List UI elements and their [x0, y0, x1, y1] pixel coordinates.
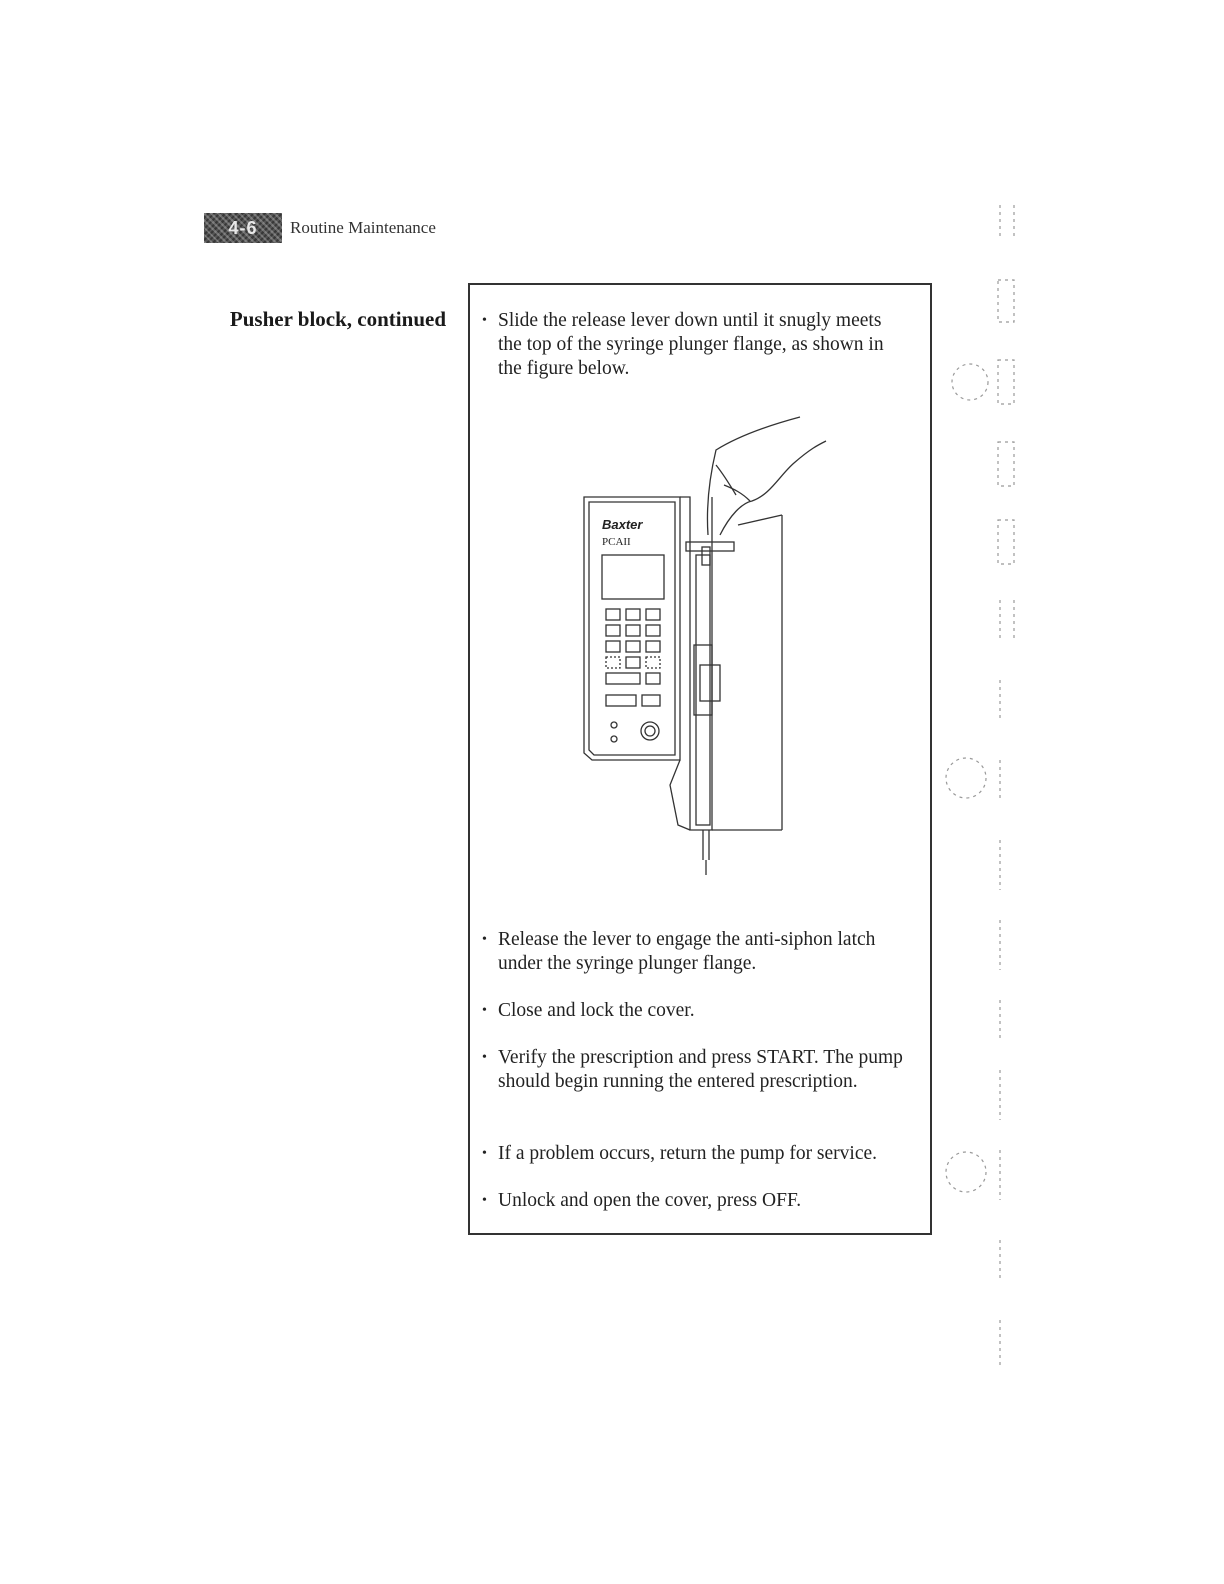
step-text: Slide the release lever down until it snugly meets the top of the syringe plunger flange, as shown in the figure below.: [498, 310, 884, 379]
bullet-icon: •: [482, 1050, 487, 1065]
instruction-box: [468, 283, 932, 1235]
bullet-icon: •: [482, 1003, 487, 1018]
step-text: If a problem occurs, return the pump for service.: [498, 1143, 878, 1164]
pump-model-label: PCAII: [602, 536, 631, 548]
bullet-icon: •: [482, 932, 487, 947]
step-text: Unlock and open the cover, press OFF.: [498, 1190, 802, 1211]
page-number-tab: 4-6: [204, 213, 282, 243]
page-header: [204, 212, 436, 244]
step-item: [480, 1046, 910, 1094]
section-title: Pusher block, continued: [229, 307, 446, 331]
bullet-icon: •: [482, 1146, 487, 1161]
pump-syringe-figure: [480, 405, 920, 885]
step-item: [480, 309, 910, 381]
running-head: Routine Maintenance: [290, 218, 436, 237]
step-item: [480, 1142, 910, 1166]
binder-edge-artifacts: [930, 190, 1030, 1390]
step-text: Close and lock the cover.: [498, 1000, 695, 1021]
step-item: [480, 999, 910, 1023]
bullet-icon: •: [482, 313, 487, 328]
bullet-icon: •: [482, 1193, 487, 1208]
step-item: [480, 928, 910, 976]
step-text: Release the lever to engage the anti-siphon latch under the syringe plunger flange.: [498, 929, 876, 974]
pump-brand-label: Baxter: [602, 517, 643, 532]
step-item: [480, 1189, 910, 1213]
step-text: Verify the prescription and press START. The pump should begin running the entered prescription.: [498, 1047, 903, 1092]
